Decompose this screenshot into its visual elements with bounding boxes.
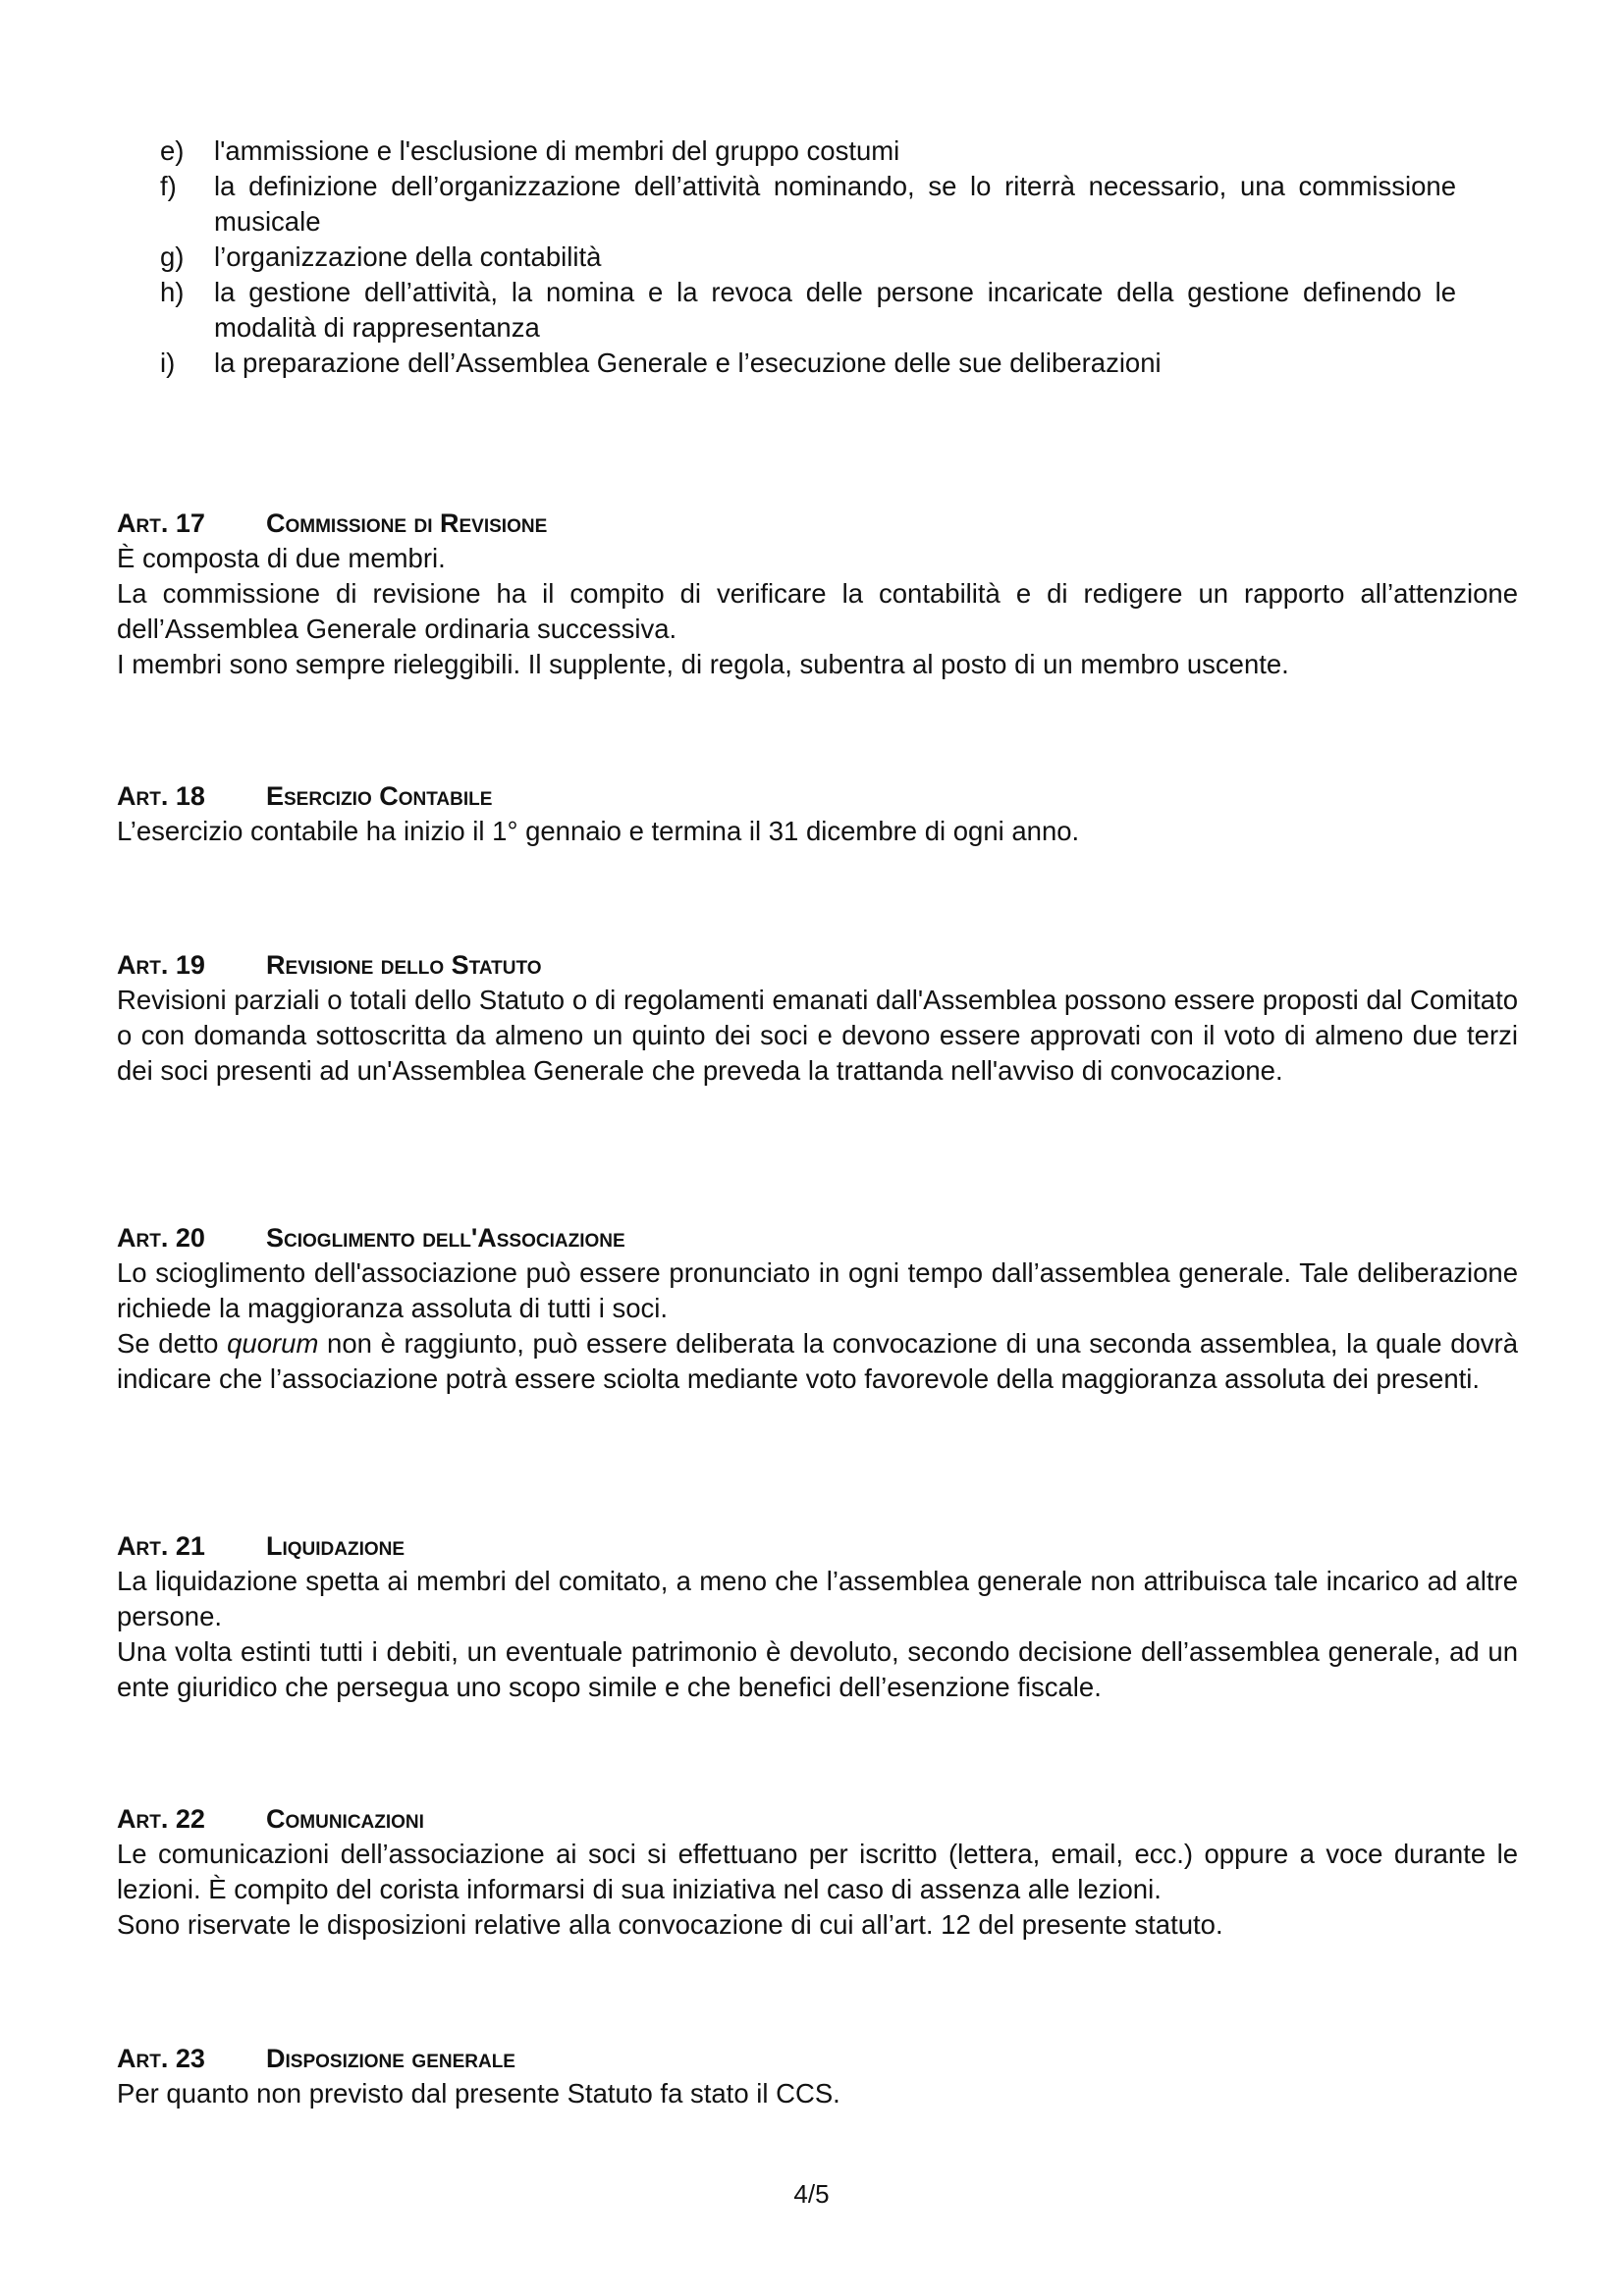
list-text: la definizione dell’organizzazione dell’attività nominando, se lo riterrà necessario, una commissione musicale [214, 171, 1456, 237]
article-paragraph: Una volta estinti tutti i debiti, un eventuale patrimonio è devoluto, secondo decisione dell’assemblea generale, ad un ente giuridico che persegua uno scopo simile e che benefici dell’esenzione fiscale. [117, 1636, 1518, 1702]
list-text: la gestione dell’attività, la nomina e la revoca delle persone incaricate della gestione definendo le modalità di rappresentanza [214, 277, 1456, 343]
task-list [160, 133, 1456, 381]
article-paragraph: Revisioni parziali o totali dello Statuto o di regolamenti emanati dall'Assemblea possono essere proposti dal Comitato o con domanda sottoscritta da almeno un quinto dei soci e devono essere approvati con il voto di almeno due terzi dei soci presenti ad un'Assemblea Generale che preveda la trattanda nell'avviso di convocazione. [117, 985, 1518, 1086]
list-item [160, 133, 1456, 169]
article-body [117, 541, 1518, 682]
list-item [160, 346, 1456, 381]
article-body [117, 2076, 1518, 2111]
article-heading [117, 2041, 1518, 2076]
article-body [117, 983, 1518, 1089]
article-paragraph [117, 1326, 1518, 1397]
article-22 [117, 1801, 1518, 1943]
article-paragraph: Sono riservate le disposizioni relative alla convocazione di cui all’art. 12 del presente statuto. [117, 1909, 1223, 1940]
article-title: Disposizione generale [266, 2044, 515, 2073]
article-19 [117, 947, 1518, 1089]
paragraph-text: non è raggiunto, può essere deliberata la convocazione di una seconda assemblea, la quale dovrà indicare che l’associazione potrà essere sciolta mediante voto favorevole della maggioranza assoluta dei presenti. [117, 1328, 1518, 1394]
article-23 [117, 2041, 1518, 2111]
article-number: Art. 21 [117, 1531, 205, 1561]
article-paragraph: La commissione di revisione ha il compito di verificare la contabilità e di redigere un rapporto all’attenzione dell’Assemblea Generale ordinaria successiva. [117, 578, 1518, 644]
article-number: Art. 19 [117, 950, 205, 980]
article-paragraph: La liquidazione spetta ai membri del comitato, a meno che l’assemblea generale non attribuisca tale incarico ad altre persone. [117, 1566, 1518, 1631]
article-title: Commissione di Revisione [266, 508, 548, 538]
article-heading [117, 947, 1518, 983]
article-body [117, 1837, 1518, 1943]
article-title: Revisione dello Statuto [266, 950, 542, 980]
list-label: i) [160, 347, 176, 378]
article-number: Art. 20 [117, 1223, 205, 1253]
article-21 [117, 1528, 1518, 1705]
article-heading [117, 1528, 1518, 1564]
list-item [160, 169, 1456, 240]
article-title: Comunicazioni [266, 1804, 424, 1834]
article-paragraph: È composta di due membri. [117, 543, 446, 573]
article-body [117, 1564, 1518, 1705]
article-number: Art. 18 [117, 781, 205, 811]
article-heading [117, 1801, 1518, 1837]
article-title: Esercizio Contabile [266, 781, 493, 811]
list-item [160, 240, 1456, 275]
page-number: 4/5 [793, 2179, 830, 2209]
article-number: Art. 22 [117, 1804, 205, 1834]
article-17 [117, 506, 1518, 682]
article-heading [117, 778, 1518, 814]
paragraph-text: Se detto [117, 1328, 228, 1359]
list-text: l'ammissione e l'esclusione di membri del gruppo costumi [214, 135, 900, 166]
list-text: l’organizzazione della contabilità [214, 241, 602, 272]
list-label: e) [160, 135, 185, 166]
article-paragraph: Lo scioglimento dell'associazione può essere pronunciato in ogni tempo dall’assemblea generale. Tale deliberazione richiede la maggioranza assoluta di tutti i soci. [117, 1257, 1518, 1323]
article-paragraph: Le comunicazioni dell’associazione ai soci si effettuano per iscritto (lettera, email, ecc.) oppure a voce durante le lezioni. È compito del corista informarsi di sua iniziativa nel caso di assenza alle lezioni. [117, 1839, 1518, 1904]
list-label: g) [160, 241, 185, 272]
article-20 [117, 1220, 1518, 1397]
article-paragraph: L’esercizio contabile ha inizio il 1° gennaio e termina il 31 dicembre di ogni anno. [117, 816, 1080, 846]
article-18 [117, 778, 1518, 849]
article-title: Liquidazione [266, 1531, 406, 1561]
article-number: Art. 23 [117, 2044, 205, 2073]
list-label: f) [160, 171, 177, 201]
article-heading [117, 506, 1518, 541]
article-number: Art. 17 [117, 508, 205, 538]
quorum-term: quorum [227, 1328, 319, 1359]
article-paragraph: Per quanto non previsto dal presente Statuto fa stato il CCS. [117, 2078, 840, 2109]
list-text: la preparazione dell’Assemblea Generale e l’esecuzione delle sue deliberazioni [214, 347, 1162, 378]
list-label: h) [160, 277, 185, 307]
article-body [117, 1255, 1518, 1397]
article-paragraph: I membri sono sempre rieleggibili. Il supplente, di regola, subentra al posto di un membro uscente. [117, 649, 1289, 679]
article-title: Scioglimento dell'Associazione [266, 1223, 625, 1253]
list-item [160, 275, 1456, 346]
article-body [117, 814, 1518, 849]
article-heading [117, 1220, 1518, 1255]
